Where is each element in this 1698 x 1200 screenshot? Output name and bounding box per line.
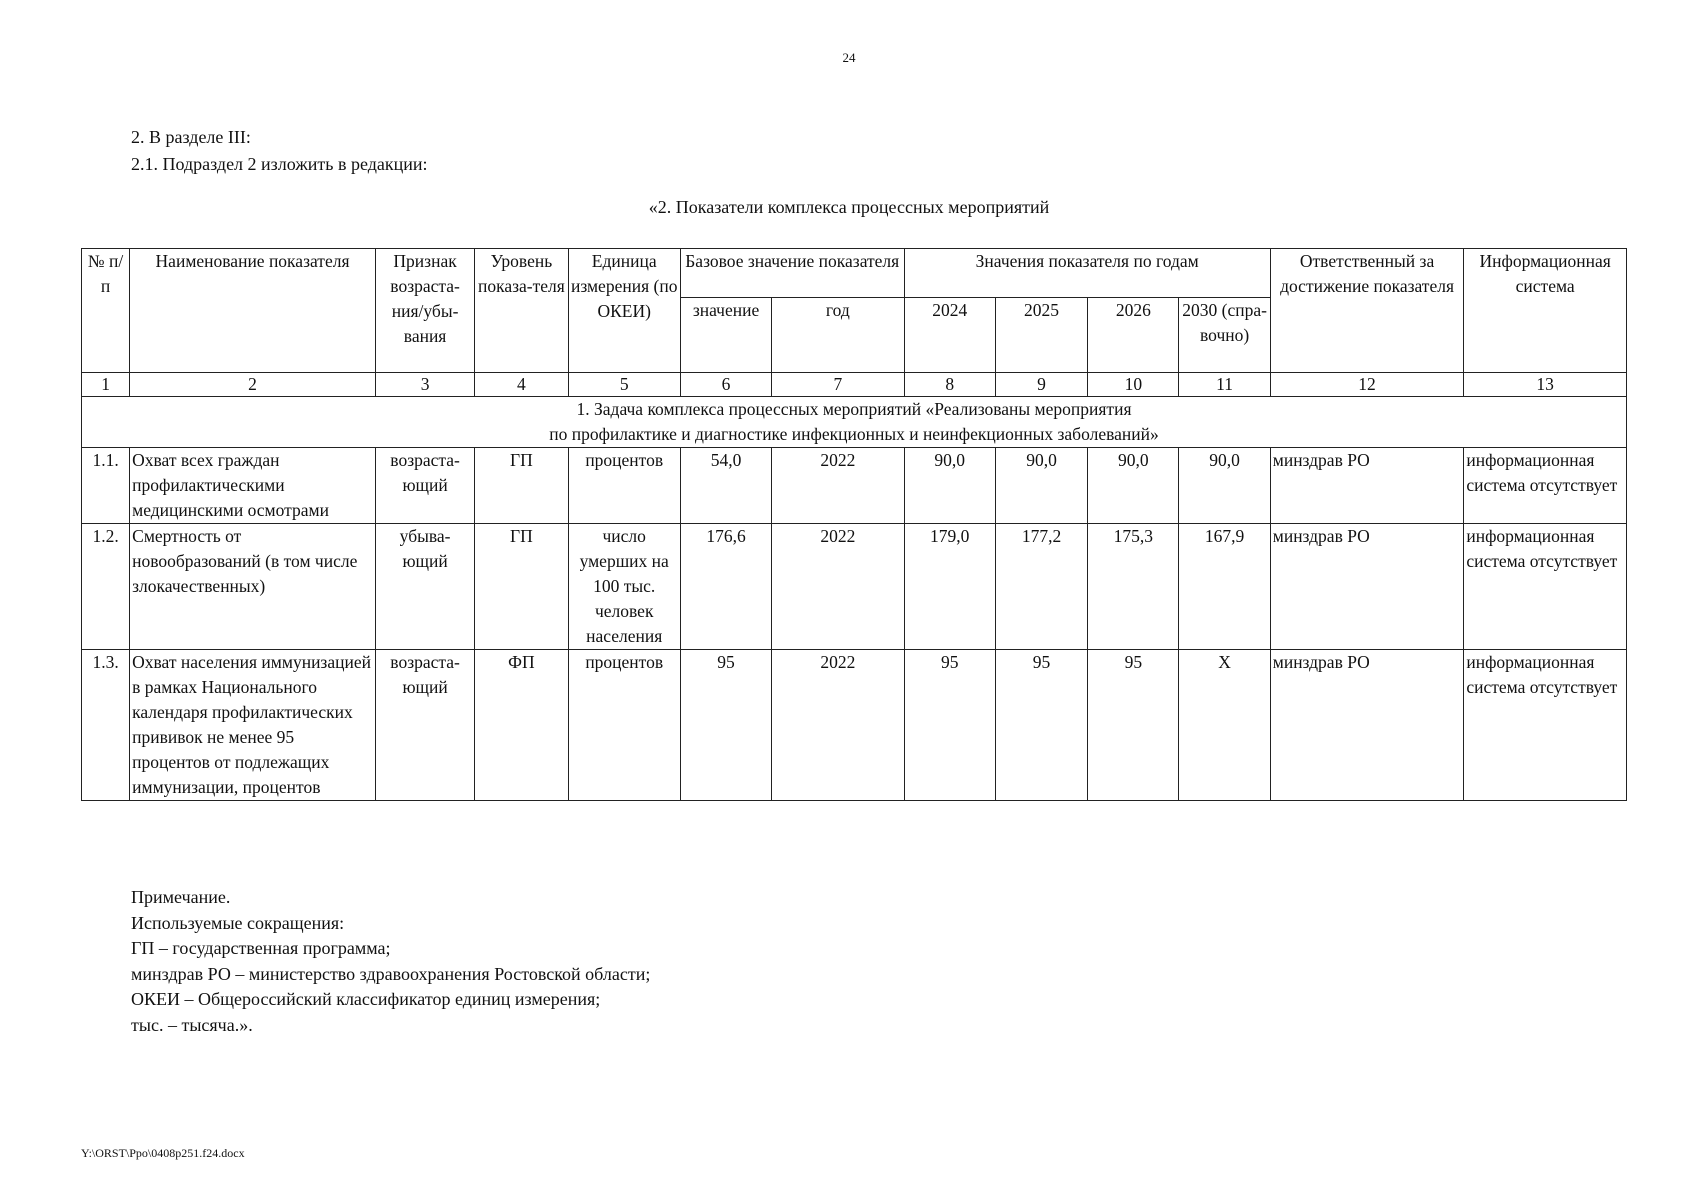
section-title <box>82 397 1627 448</box>
table-row <box>82 524 1627 650</box>
indicators-table <box>81 248 1627 801</box>
note-line: тыс. – тысяча.». <box>131 1014 253 1035</box>
row-level: ФП <box>475 650 568 801</box>
note-line: минздрав РО – министерство здравоохранения Ростовской области; <box>131 963 651 984</box>
header-unit: Единица измерения (по ОКЕИ) <box>568 249 680 373</box>
row-value-2030: 167,9 <box>1179 524 1270 650</box>
row-level: ГП <box>475 448 568 524</box>
row-value-2024: 90,0 <box>904 448 995 524</box>
header-base-value: значение <box>680 298 771 373</box>
header-responsible: Ответственный за достижение показателя <box>1270 249 1464 373</box>
header-year-2024: 2024 <box>904 298 995 373</box>
row-value-2024: 95 <box>904 650 995 801</box>
row-sign: убыва-ющий <box>375 524 474 650</box>
row-value-2024: 179,0 <box>904 524 995 650</box>
row-unit: процентов <box>568 650 680 801</box>
note-block <box>131 885 650 1038</box>
column-number: 13 <box>1464 373 1627 397</box>
column-number: 10 <box>1088 373 1179 397</box>
row-responsible: минздрав РО <box>1270 650 1464 801</box>
table-row <box>82 448 1627 524</box>
file-path: Y:\ORST\Ppo\0408p251.f24.docx <box>81 1146 245 1160</box>
column-number: 3 <box>375 373 474 397</box>
header-year-2030: 2030 (спра-вочно) <box>1179 298 1270 373</box>
table-title: «2. Показатели комплекса процессных мероприятий <box>648 197 1050 217</box>
row-unit: число умерших на 100 тыс. человек населения <box>568 524 680 650</box>
header-info-system: Информационная система <box>1464 249 1627 373</box>
section-row <box>82 397 1627 448</box>
row-name: Смертность от новообразований (в том числе злокачественных) <box>130 524 376 650</box>
row-base-value: 176,6 <box>680 524 771 650</box>
row-level: ГП <box>475 524 568 650</box>
note-line: Используемые сокращения: <box>131 912 345 933</box>
table-row <box>82 650 1627 801</box>
row-info-system: информационная система отсутствует <box>1464 650 1627 801</box>
row-value-2025: 90,0 <box>995 448 1087 524</box>
row-num: 1.3. <box>82 650 130 801</box>
row-responsible: минздрав РО <box>1270 524 1464 650</box>
header-year-2025: 2025 <box>995 298 1087 373</box>
row-name: Охват всех граждан профилактическими медицинскими осмотрами <box>130 448 376 524</box>
row-sign: возраста-ющий <box>375 448 474 524</box>
row-unit: процентов <box>568 448 680 524</box>
row-value-2026: 175,3 <box>1088 524 1179 650</box>
header-name: Наименование показателя <box>130 249 376 373</box>
row-base-year: 2022 <box>772 650 904 801</box>
header-base: Базовое значение показателя <box>680 249 904 298</box>
intro-line-2: 2.1. Подраздел 2 изложить в редакции: <box>131 154 428 174</box>
row-value-2030: 90,0 <box>1179 448 1270 524</box>
row-base-value: 54,0 <box>680 448 771 524</box>
column-number-row <box>82 373 1627 397</box>
note-title: Примечание. <box>131 887 231 907</box>
column-number: 12 <box>1270 373 1464 397</box>
column-number: 1 <box>82 373 130 397</box>
header-year-2026: 2026 <box>1088 298 1179 373</box>
section-title-line-2: по профилактике и диагностике инфекционных и неинфекционных заболеваний» <box>549 424 1159 444</box>
row-value-2026: 90,0 <box>1088 448 1179 524</box>
column-number: 6 <box>680 373 771 397</box>
note-line: ГП – государственная программа; <box>131 938 391 958</box>
header-values-by-year: Значения показателя по годам <box>904 249 1270 298</box>
header-base-year: год <box>772 298 904 373</box>
row-num: 1.1. <box>82 448 130 524</box>
row-base-year: 2022 <box>772 524 904 650</box>
row-value-2025: 95 <box>995 650 1087 801</box>
column-number: 5 <box>568 373 680 397</box>
row-value-2030: Х <box>1179 650 1270 801</box>
row-base-year: 2022 <box>772 448 904 524</box>
header-row <box>82 249 1627 298</box>
header-num: № п/п <box>82 249 130 373</box>
row-responsible: минздрав РО <box>1270 448 1464 524</box>
note-line: ОКЕИ – Общероссийский классификатор единиц измерения; <box>131 989 601 1009</box>
row-num: 1.2. <box>82 524 130 650</box>
column-number: 8 <box>904 373 995 397</box>
row-value-2026: 95 <box>1088 650 1179 801</box>
column-number: 2 <box>130 373 376 397</box>
row-value-2025: 177,2 <box>995 524 1087 650</box>
header-level: Уровень показа-теля <box>475 249 568 373</box>
column-number: 7 <box>772 373 904 397</box>
row-sign: возраста-ющий <box>375 650 474 801</box>
intro-text <box>131 124 428 178</box>
row-info-system: информационная система отсутствует <box>1464 448 1627 524</box>
row-base-value: 95 <box>680 650 771 801</box>
section-title-line-1: 1. Задача комплекса процессных мероприятий «Реализованы мероприятия <box>576 399 1132 419</box>
header-sign: Признак возраста-ния/убы-вания <box>375 249 474 373</box>
column-number: 4 <box>475 373 568 397</box>
row-info-system: информационная система отсутствует <box>1464 524 1627 650</box>
column-number: 9 <box>995 373 1087 397</box>
intro-line-1: 2. В разделе III: <box>131 127 251 147</box>
row-name: Охват населения иммунизацией в рамках Национального календаря профилактических прививок не менее 95 процентов от подлежащих иммунизации, процентов <box>130 650 376 801</box>
page-number: 24 <box>842 50 856 65</box>
column-number: 11 <box>1179 373 1270 397</box>
